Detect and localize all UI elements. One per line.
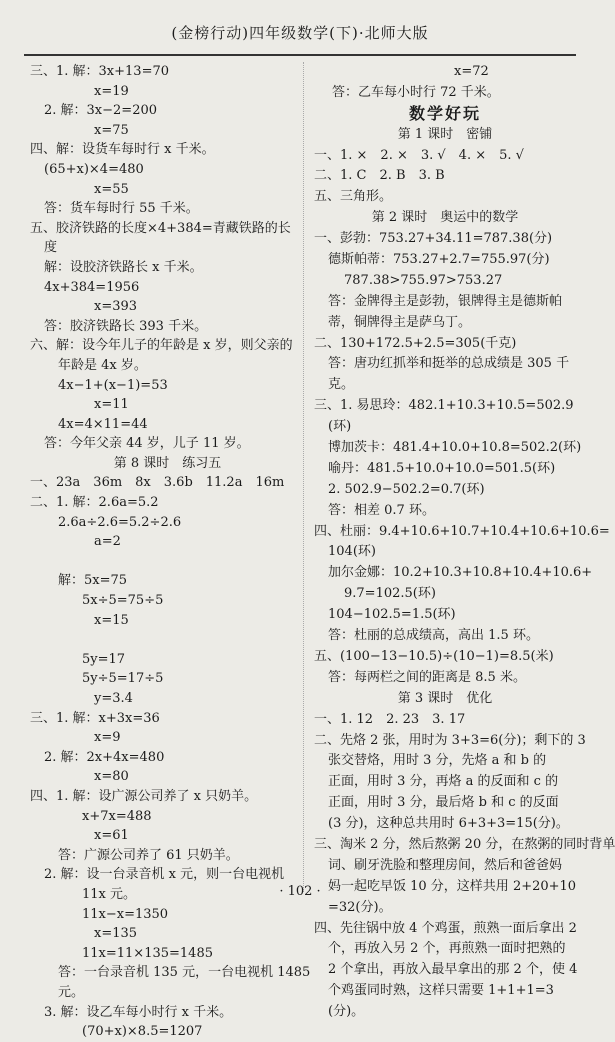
answer-line: 三、1. 解：3x+13=70 xyxy=(30,64,170,79)
answer-line: 解：5x=75 xyxy=(58,573,128,589)
answer-line: 正面，用时 3 分，再烙 a 的反面和 c 的 xyxy=(328,774,559,790)
answer-line: 4x−1+(x−1)=53 xyxy=(58,377,168,393)
answer-line: 答：金牌得主是彭勃，银牌得主是德斯帕 xyxy=(328,293,563,309)
answer-line: 答：乙车每小时行 72 千米。 xyxy=(332,84,500,100)
answer-line: x=61 xyxy=(94,828,129,844)
answer-line: (3 分)，这种总共用时 6+3+3=15(分)。 xyxy=(328,816,569,832)
answer-line: 2. 解：设一台录音机 x 元，则一台电视机 xyxy=(44,867,285,883)
answer-line: 五、三角形。 xyxy=(314,189,393,205)
answer-line: x=9 xyxy=(94,730,121,746)
answer-line: 妈一起吃早饭 10 分，这样共用 2+20+10 xyxy=(328,878,577,894)
page-number: · 102 · xyxy=(279,884,321,899)
answer-line: 787.38>755.97>753.27 xyxy=(344,272,503,288)
answer-line: 答：唐功红抓举和挺举的总成绩是 305 千 xyxy=(328,356,570,372)
answer-line: (65+x)×4=480 xyxy=(44,161,144,177)
answer-line: 正面，用时 3 分，最后烙 b 和 c 的反面 xyxy=(328,795,559,811)
answer-line: 4x+384=1956 xyxy=(44,279,140,295)
answer-line: 元。 xyxy=(58,984,85,1000)
answer-line: 五、胶济铁路的长度×4+384=青藏铁路的长 xyxy=(30,220,291,236)
answer-line: 5y=17 xyxy=(82,651,126,667)
answer-line: x=19 xyxy=(94,83,129,99)
answer-line: x+7x=488 xyxy=(82,808,152,824)
answer-line: 二、1. C 2. B 3. B xyxy=(314,168,445,184)
answer-line: 博加茨卡：481.4+10.0+10.8=502.2(环) xyxy=(328,440,582,456)
answer-line: 11x 元。 xyxy=(82,886,137,902)
section-heading: 第 1 课时 密铺 xyxy=(397,126,493,142)
answer-line: 答：胶济铁路长 393 千米。 xyxy=(44,318,208,334)
answer-line: 3. 解：设乙车每小时行 x 千米。 xyxy=(44,1004,233,1020)
answer-line: 答：一台录音机 135 元，一台电视机 1485 xyxy=(58,965,311,981)
answer-line: 个，再放入另 2 个，再煎熟一面时把熟的 xyxy=(328,941,566,957)
answer-line: 2. 解：3x−2=200 xyxy=(44,103,158,119)
answer-line: 词、刷牙洗脸和整理房间，然后和爸爸妈 xyxy=(328,857,563,873)
book-title: (金榜行动)四年级数学(下)·北师大版 xyxy=(171,24,429,42)
answer-line: 4x=4×11=44 xyxy=(58,416,148,432)
answer-line: 三、1. 解：x+3x=36 xyxy=(30,710,160,726)
answer-line: 答：杜丽的总成绩高，高出 1.5 环。 xyxy=(328,628,539,644)
section-heading: 第 3 课时 优化 xyxy=(397,690,493,706)
header-rule xyxy=(24,54,576,56)
answer-line: 二、先烙 2 张，用时为 3+3=6(分)；剩下的 3 xyxy=(314,732,586,748)
answer-line: (分)。 xyxy=(328,1004,365,1020)
answer-line: 5y÷5=17÷5 xyxy=(82,671,164,687)
answer-line: x=75 xyxy=(94,122,129,138)
answer-line: a=2 xyxy=(94,534,121,550)
answer-line: x=393 xyxy=(94,299,138,315)
answer-line: 蒂，铜牌得主是萨乌丁。 xyxy=(328,314,472,330)
answer-line xyxy=(30,552,305,572)
answer-line: y=3.4 xyxy=(94,691,133,706)
answer-line: 四、1. 解：设广源公司养了 x 只奶羊。 xyxy=(30,788,258,804)
section-heading: 第 2 课时 奥运中的数学 xyxy=(371,210,519,226)
answer-line: 三、淘米 2 分，然后熬粥 20 分，在熬粥的同时背单 xyxy=(314,836,615,852)
answer-line: 9.7=102.5(环) xyxy=(344,586,436,602)
answer-line: 个鸡蛋同时熟，这样只需要 1+1+1=3 xyxy=(328,983,554,999)
answer-line: 11x−x=1350 xyxy=(82,906,169,922)
answer-line: 答：货车每时行 55 千米。 xyxy=(44,201,199,217)
answer-line: 2. 502.9−502.2=0.7(环) xyxy=(328,481,485,497)
answer-line: 度 xyxy=(44,240,58,256)
answer-line: =32(分)。 xyxy=(328,899,392,915)
section-heading: 第 8 课时 练习五 xyxy=(113,455,222,471)
answer-line: x=80 xyxy=(94,769,129,785)
answer-line: 二、130+172.5+2.5=305(千克) xyxy=(314,335,517,351)
answer-line: 加尔金娜：10.2+10.3+10.8+10.4+10.6+ xyxy=(328,565,593,581)
answer-line: 答：今年父亲 44 岁，儿子 11 岁。 xyxy=(44,436,250,452)
answer-line: 104(环) xyxy=(328,544,376,560)
answer-line: (70+x)×8.5=1207 xyxy=(82,1024,203,1040)
answer-line: 一、1. 12 2. 23 3. 17 xyxy=(314,711,466,727)
answer-line: 答：每两栏之间的距离是 8.5 米。 xyxy=(328,669,526,685)
answer-line: 5x÷5=75÷5 xyxy=(82,593,164,609)
right-column xyxy=(314,62,615,1023)
answer-line: 五、(100−13−10.5)÷(10−1)=8.5(米) xyxy=(314,648,554,664)
answer-line: 2.6a÷2.6=5.2÷2.6 xyxy=(58,514,182,530)
answer-line xyxy=(30,630,305,650)
answer-line: 张交替烙，用时 3 分，先烙 a 和 b 的 xyxy=(328,753,547,769)
answer-line: 解：设胶济铁路长 x 千米。 xyxy=(44,259,203,275)
answer-line: 二、1. 解：2.6a=5.2 xyxy=(30,495,159,511)
answer-line: x=11 xyxy=(94,397,129,413)
answer-line: (环) xyxy=(328,419,352,435)
answer-line: 四、杜丽：9.4+10.6+10.7+10.4+10.6+10.6= xyxy=(314,523,610,539)
answer-line: 一、1. × 2. × 3. √ 4. × 5. √ xyxy=(314,147,524,163)
answer-line: 四、解：设货车每时行 x 千米。 xyxy=(30,142,215,158)
answer-line: x=72 xyxy=(454,64,489,79)
answer-line: 德斯帕蒂：753.27+2.7=755.97(分) xyxy=(328,252,550,268)
page-header xyxy=(0,10,600,56)
answer-line: 答：相差 0.7 环。 xyxy=(328,502,435,518)
answer-line: 答：广源公司养了 61 只奶羊。 xyxy=(58,847,239,863)
answer-line: 11x=11×135=1485 xyxy=(82,945,213,961)
answer-line: x=15 xyxy=(94,612,129,628)
answer-line: 2 个拿出，再放入最早拿出的那 2 个，使 4 xyxy=(328,962,578,978)
answer-line: x=135 xyxy=(94,926,138,942)
answer-line: 2. 解：2x+4x=480 xyxy=(44,749,165,765)
section-heading: 数学好玩 xyxy=(408,103,481,123)
answer-line: 四、先往锅中放 4 个鸡蛋，煎熟一面后拿出 2 xyxy=(314,920,577,936)
answer-line: 一、23a 36m 8x 3.6b 11.2a 16m xyxy=(30,475,285,491)
answer-line: 六、解：设今年儿子的年龄是 x 岁，则父亲的 xyxy=(30,338,293,354)
answer-line: 一、彭勃：753.27+34.11=787.38(分) xyxy=(314,231,553,247)
answer-line: 喻丹：481.5+10.0+10.0=501.5(环) xyxy=(328,460,556,476)
answer-line: 104−102.5=1.5(环) xyxy=(328,607,456,623)
answer-line: 克。 xyxy=(328,377,355,393)
answer-line: 年龄是 4x 岁。 xyxy=(58,357,147,373)
answer-line: 三、1. 易思玲：482.1+10.3+10.5=502.9 xyxy=(314,398,574,414)
answer-line: x=55 xyxy=(94,181,129,197)
